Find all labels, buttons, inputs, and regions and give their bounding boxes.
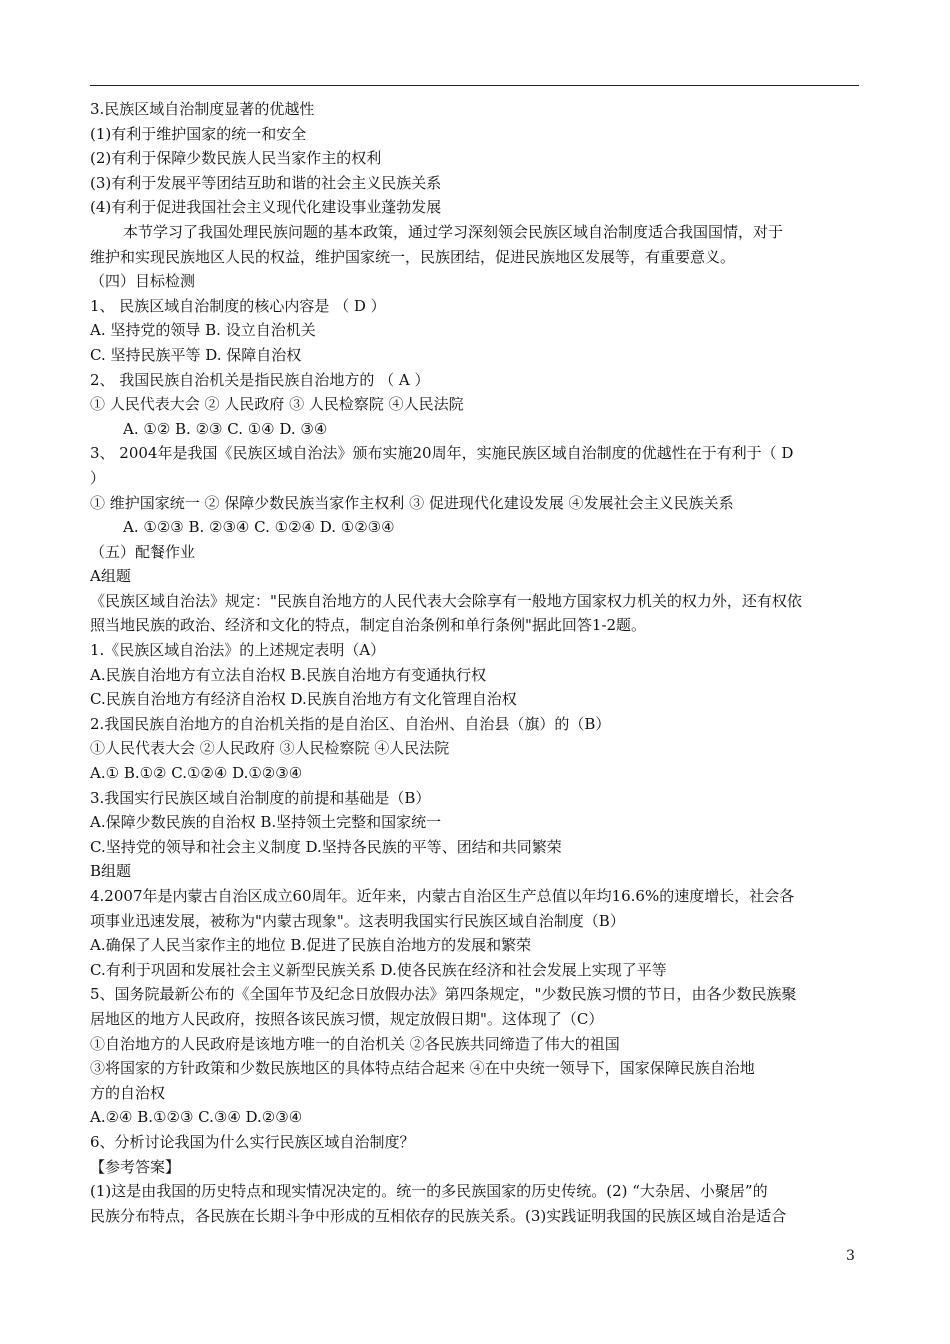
text-line: 3、 2004年是我国《民族区域自治法》颁布实施20周年，实施民族区域自治制度的优越性在于有利于（ D (90, 444, 794, 463)
document-body (90, 97, 860, 1228)
text-line: 4.2007年是内蒙古自治区成立60周年。近年来，内蒙古自治区生产总值以年均16.6%的速度增长，社会各 (90, 887, 795, 905)
text-line: A. ①② B. ②③ C. ①④ D. ③④ (123, 419, 328, 438)
text-line: 照当地民族的政治、经济和文化的特点，制定自治条例和单行条例"据此回答1-2题。 (90, 616, 647, 635)
text-line: ①人民代表大会 ②人民政府 ③人民检察院 ④人民法院 (90, 739, 450, 758)
text-line: 方的自治权 (90, 1083, 166, 1102)
text-line: 6、分析讨论我国为什么实行民族区域自治制度？ (90, 1132, 415, 1151)
text-line: 项事业迅速发展，被称为"内蒙古现象"。这表明我国实行民族区域自治制度（B） (90, 911, 625, 930)
text-line: （四）目标检测 (90, 272, 196, 291)
text-line: (3)有利于发展平等团结互助和谐的社会主义民族关系 (90, 173, 442, 192)
text-line: ① 人民代表大会 ② 人民政府 ③ 人民检察院 ④人民法院 (90, 395, 464, 414)
text-line: （五）配餐作业 (90, 542, 196, 561)
text-line: C.民族自治地方有经济自治权 D.民族自治地方有文化管理自治权 (90, 690, 517, 709)
text-line: 【参考答案】 (90, 1157, 181, 1176)
text-line: ① 维护国家统一 ② 保障少数民族当家作主权利 ③ 促进现代化建设发展 ④发展社会主义民族关系 (90, 493, 734, 512)
text-line: A.民族自治地方有立法自治权 B.民族自治地方有变通执行权 (90, 665, 487, 684)
text-line: A.确保了人民当家作主的地位 B.促进了民族自治地方的发展和繁荣 (90, 936, 532, 955)
text-line: A.保障少数民族的自治权 B.坚持领土完整和国家统一 (90, 813, 442, 832)
text-line: A. 坚持党的领导 B. 设立自治机关 (90, 321, 316, 340)
text-line: (1)有利于维护国家的统一和安全 (90, 124, 307, 143)
text-line: A.① B.①② C.①②④ D.①②③④ (90, 764, 303, 783)
text-line: 5、国务院最新公布的《全国年节及纪念日放假办法》第四条规定，"少数民族习惯的节日，由各少数民族聚 (90, 985, 797, 1004)
header-rule (90, 85, 859, 86)
text-line: (1)这是由我国的历史特点和现实情况决定的。统一的多民族国家的历史传统。(2) “大杂居、小聚居”的 (90, 1182, 768, 1201)
text-line: 3.民族区域自治制度显著的优越性 (90, 100, 315, 118)
text-line: ③将国家的方针政策和少数民族地区的具体特点结合起来 ④在中央统一领导下，国家保障民族自治地 (90, 1059, 755, 1078)
text-line: A. ①②③ B. ②③④ C. ①②④ D. ①②③④ (123, 518, 395, 537)
text-line: A.②④ B.①②③ C.③④ D.②③④ (90, 1108, 303, 1127)
text-line: ） (90, 468, 106, 487)
page-number: 3 (846, 1248, 855, 1264)
text-line: ①自治地方的人民政府是该地方唯一的自治机关 ②各民族共同缔造了伟大的祖国 (90, 1034, 620, 1053)
text-line: 居地区的地方人民政府，按照各该民族习惯，规定放假日期"。这体现了（C） (90, 1009, 604, 1028)
text-line: 2、 我国民族自治机关是指民族自治地方的 （ A ） (90, 370, 430, 389)
text-line: 2.我国民族自治地方的自治机关指的是自治区、自治州、自治县（旗）的（B） (90, 714, 611, 733)
text-line: 《民族区域自治法》规定："民族自治地方的人民代表大会除享有一般地方国家权力机关的权力外，还有权依 (90, 591, 802, 610)
text-line: C.坚持党的领导和社会主义制度 D.坚持各民族的平等、团结和共同繁荣 (90, 837, 562, 856)
text-line: 本节学习了我国处理民族问题的基本政策，通过学习深刻领会民族区域自治制度适合我国国情，对于 (123, 222, 784, 241)
text-line: (2)有利于保障少数民族人民当家作主的权利 (90, 149, 382, 168)
text-line: C.有利于巩固和发展社会主义新型民族关系 D.使各民族在经济和社会发展上实现了平等 (90, 960, 667, 979)
text-line: 民族分布特点，各民族在长期斗争中形成的互相依存的民族关系。(3)实践证明我国的民族区域自治是适合 (90, 1206, 787, 1225)
text-line: (4)有利于促进我国社会主义现代化建设事业蓬勃发展 (90, 198, 442, 217)
text-line: C. 坚持民族平等 D. 保障自治权 (90, 345, 302, 364)
text-line: B组题 (90, 862, 132, 881)
text-line: 1.《民族区域自治法》的上述规定表明（A） (90, 641, 386, 660)
text-line: 1、 民族区域自治制度的核心内容是 （ D ） (90, 296, 386, 315)
text-line: 3.我国实行民族区域自治制度的前提和基础是（B） (90, 788, 431, 807)
text-line: 维护和实现民族地区人民的权益，维护国家统一，民族团结，促进民族地区发展等，有重要意义。 (90, 247, 736, 266)
text-line: A组题 (90, 567, 131, 586)
